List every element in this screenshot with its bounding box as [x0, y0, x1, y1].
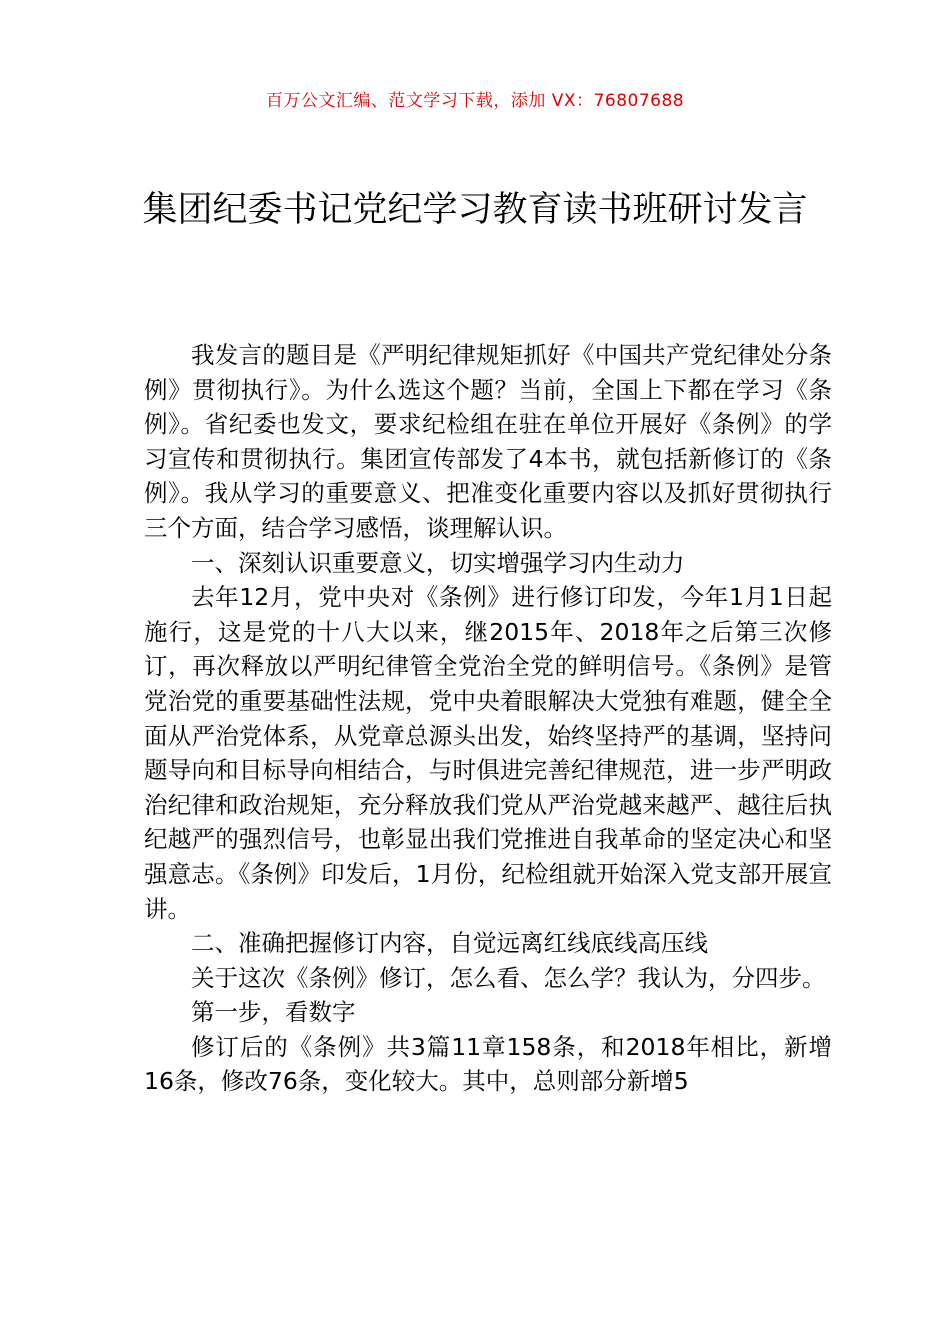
section-2-paragraph: 关于这次《条例》修订，怎么看、怎么学？我认为，分四步。 [191, 963, 826, 992]
intro-paragraph: 我发言的题目是《严明纪律规矩抓好《中国共产党纪律处分条例》贯彻执行》。为什么选这个题？当前，全国上下都在学习《条例》。省纪委也发文，要求纪检组在驻在单位开展好《条例》的学习宣传和贯彻执行。集团宣传部发了4本书，就包括新修订的《条例》。我从学习的重要意义、把准变化重要内容以及抓好贯彻执行三个方面，结合学习感悟，谈理解认识。 [144, 341, 832, 542]
step-1-paragraph: 修订后的《条例》共3篇11章158条，和2018年相比，新增16条，修改76条，变化较大。其中，总则部分新增5 [144, 1032, 832, 1096]
section-heading-1: 一、深刻认识重要意义，切实增强学习内生动力 [191, 548, 685, 577]
step-heading-1: 第一步，看数字 [191, 998, 356, 1027]
header-banner: 百万公文汇编、范文学习下载，添加 VX：76807688 [265, 91, 685, 111]
section-heading-2: 二、准确把握修订内容，自觉远离红线底线高压线 [191, 929, 708, 958]
document-body [144, 338, 832, 1099]
document-title: 集团纪委书记党纪学习教育读书班研讨发言 [142, 190, 808, 230]
section-1-paragraph: 去年12月，党中央对《条例》进行修订印发，今年1月1日起施行，这是党的十八大以来，继2015年、2018年之后第三次修订，再次释放以严明纪律管全党治全党的鲜明信号。《条例》是管党治党的重要基础性法规，党中央着眼解决大党独有难题，健全全面从严治党体系，从党章总源头出发，始终坚持严的基调，坚持问题导向和目标导向相结合，与时俱进完善纪律规范，进一步严明政治纪律和政治规矩，充分释放我们党从严治党越来越严、越往后执纪越严的强烈信号，也彰显出我们党推进自我革命的坚定决心和坚强意志。《条例》印发后，1月份，纪检组就开始深入党支部开展宣讲。 [144, 583, 832, 923]
